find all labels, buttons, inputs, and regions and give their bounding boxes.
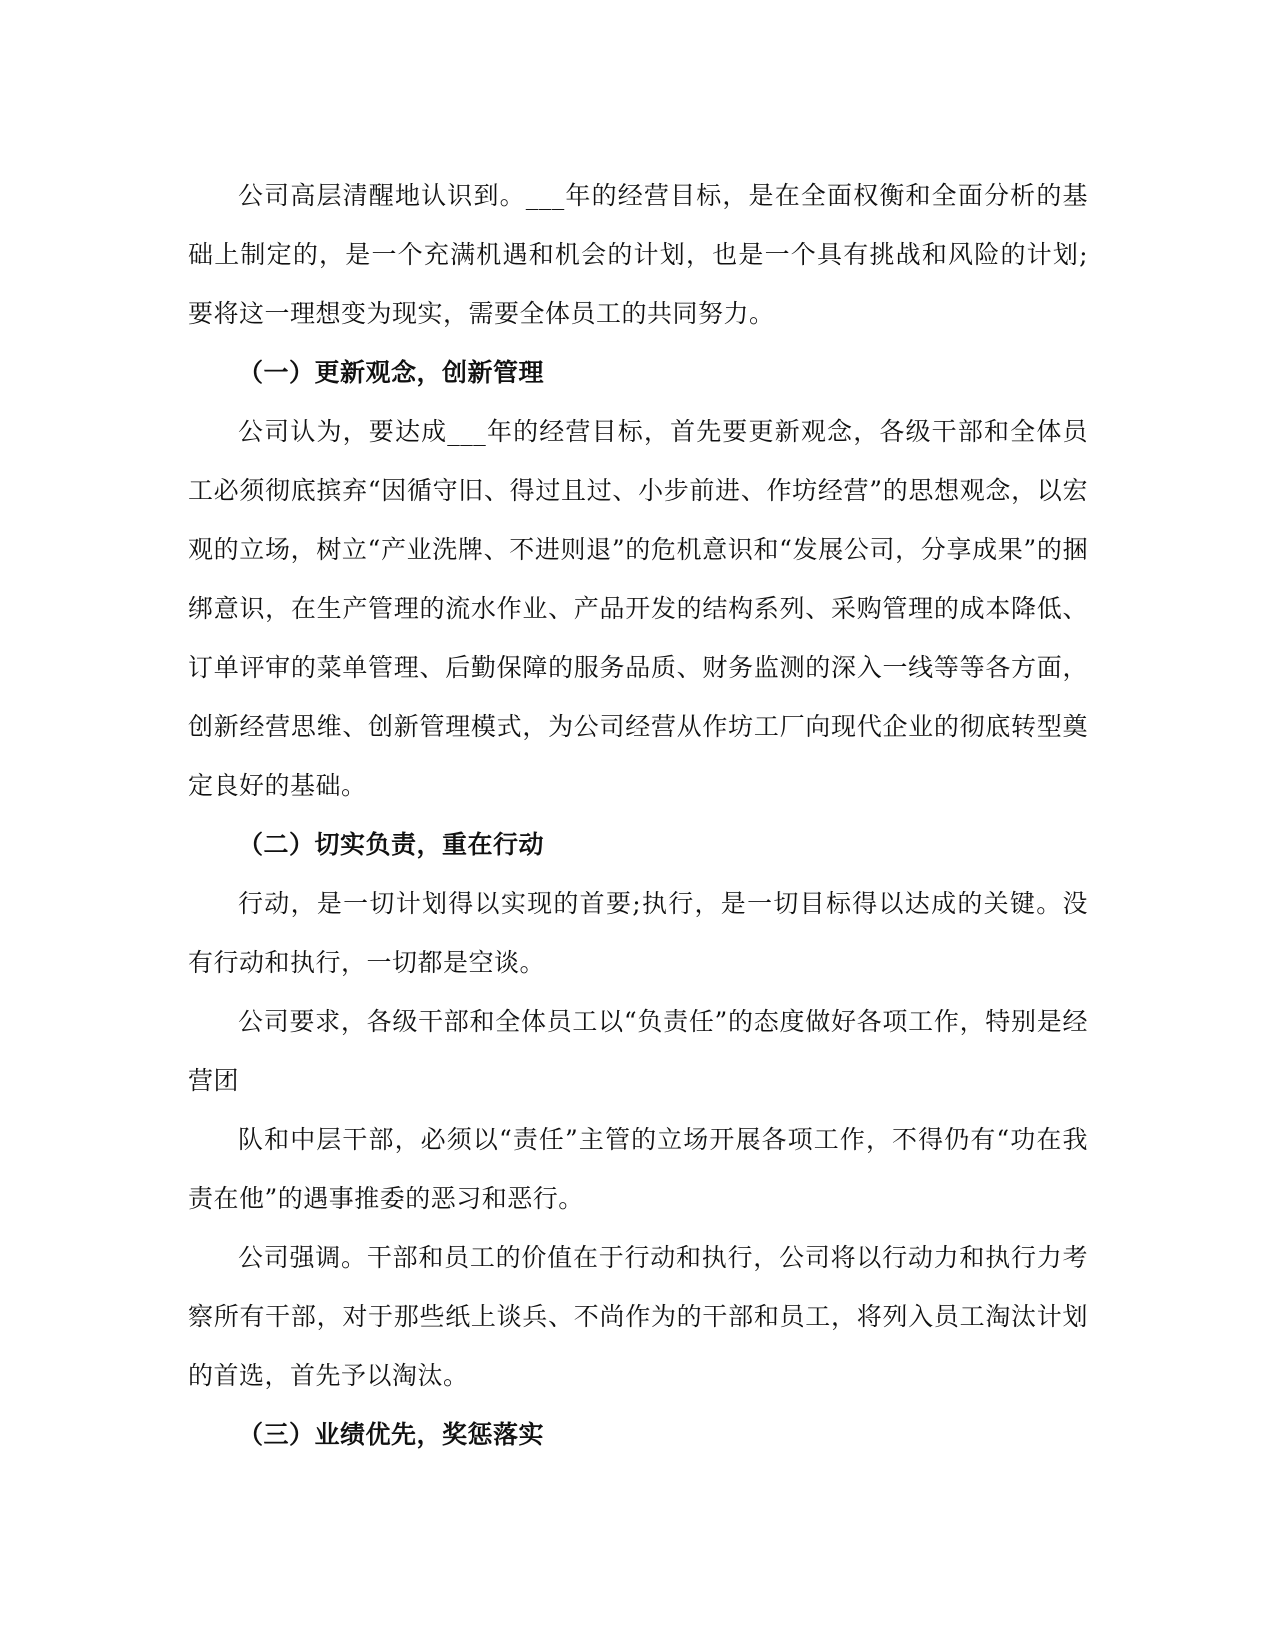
document-body <box>188 166 1088 1464</box>
paragraph-update-concepts: 公司认为，要达成___年的经营目标，首先要更新观念，各级干部和全体员工必须彻底摈弃“因循守旧、得过且过、小步前进、作坊经营”的思想观念，以宏观的立场，树立“产业洗牌、不进则退”的危机意识和“发展公司，分享成果”的捆绑意识，在生产管理的流水作业、产品开发的结构系列、采购管理的成本降低、订单评审的菜单管理、后勤保障的服务品质、财务监测的深入一线等等各方面，创新经营思维、创新管理模式，为公司经营从作坊工厂向现代企业的彻底转型奠定良好的基础。 <box>188 417 1088 800</box>
section-heading-3: （三）业绩优先，奖惩落实 <box>238 1420 545 1449</box>
paragraph-intro: 公司高层清醒地认识到。___年的经营目标，是在全面权衡和全面分析的基础上制定的，是一个充满机遇和机会的计划，也是一个具有挑战和风险的计划;要将这一理想变为现实，需要全体员工的共同努力。 <box>188 181 1088 328</box>
paragraph-emphasis: 公司强调。干部和员工的价值在于行动和执行，公司将以行动力和执行力考察所有干部，对于那些纸上谈兵、不尚作为的干部和员工，将列入员工淘汰计划的首选，首先予以淘汰。 <box>188 1243 1088 1390</box>
paragraph-action: 行动，是一切计划得以实现的首要;执行，是一切目标得以达成的关键。没有行动和执行，一切都是空谈。 <box>188 889 1088 977</box>
paragraph-responsibility: 公司要求，各级干部和全体员工以“负责任”的态度做好各项工作，特别是经营团 <box>188 1007 1088 1095</box>
paragraph-middle-management: 队和中层干部，必须以“责任”主管的立场开展各项工作，不得仍有“功在我责在他”的遇事推委的恶习和恶行。 <box>188 1125 1088 1213</box>
section-heading-1: （一）更新观念，创新管理 <box>238 358 545 387</box>
section-heading-2: （二）切实负责，重在行动 <box>238 830 545 859</box>
